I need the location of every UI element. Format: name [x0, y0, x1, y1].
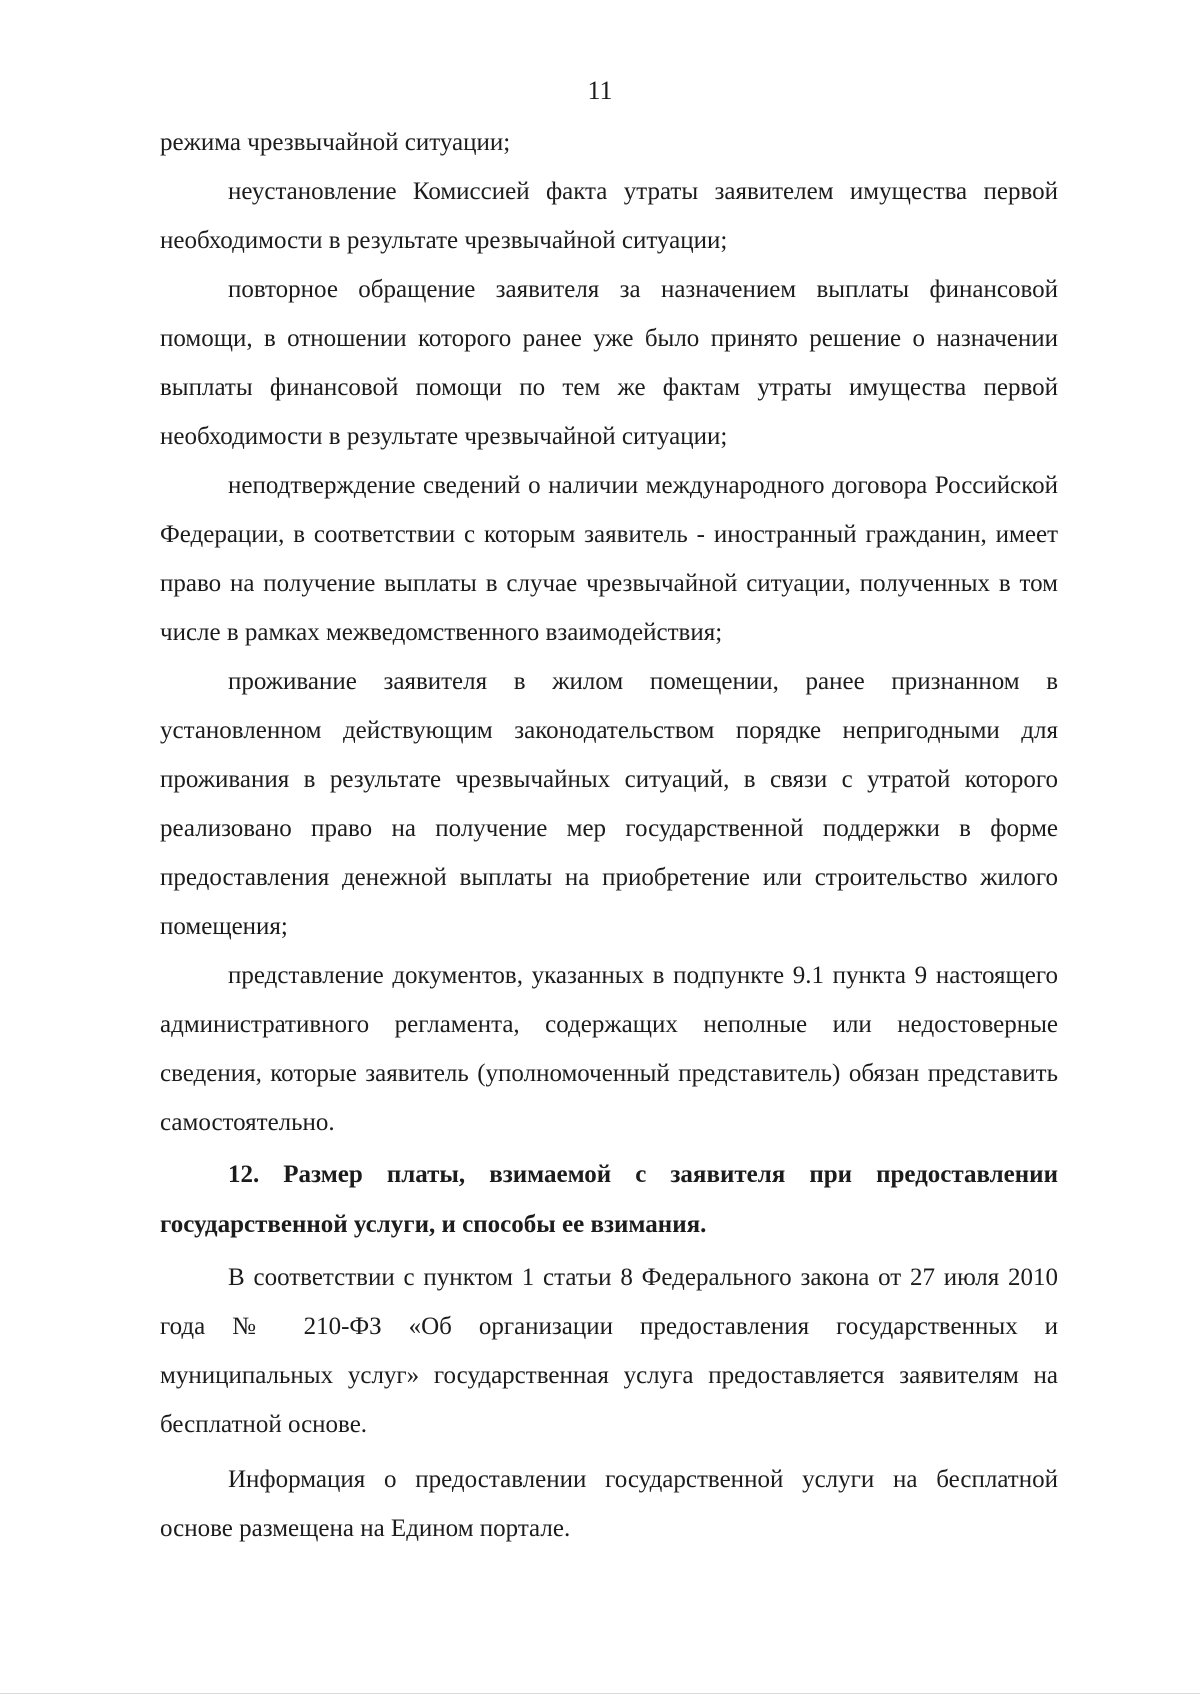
section-paragraph: В соответствии с пунктом 1 статьи 8 Федерального закона от 27 июля 2010 года № 210-ФЗ «Об организации предоставления государственных и муниципальных услуг» государственная услуга предоставляется заявителям на бесплатной основе. [160, 1264, 1058, 1438]
paragraph-refusal-ground: неподтверждение сведений о наличии международного договора Российской Федерации, в соответствии с которым заявитель - иностранный гражданин, имеет право на получение выплаты в случае чрезвычайной ситуации, полученных в том числе в рамках межведомственного взаимодействия; [160, 472, 1058, 646]
scan-edge-line [0, 1693, 1200, 1694]
paragraph-refusal-ground: неустановление Комиссией факта утраты заявителем имущества первой необходимости в результате чрезвычайной ситуации; [160, 178, 1058, 254]
page-number: 11 [587, 76, 613, 105]
document-body [160, 118, 1058, 1553]
section-heading: 12. Размер платы, взимаемой с заявителя при предоставлении государственной услуги, и способы ее взимания. [160, 1161, 1058, 1238]
paragraph-refusal-ground: повторное обращение заявителя за назначением выплаты финансовой помощи, в отношении которого ранее уже было принято решение о назначении выплаты финансовой помощи по тем же фактам утраты имущества первой необходимости в результате чрезвычайной ситуации; [160, 276, 1058, 450]
paragraph-refusal-ground: проживание заявителя в жилом помещении, ранее признанном в установленном действующим законодательством порядке непригодными для проживания в результате чрезвычайных ситуаций, в связи с утратой которого реализовано право на получение мер государственной поддержки в форме предоставления денежной выплаты на приобретение или строительство жилого помещения; [160, 668, 1058, 940]
paragraph-refusal-ground: представление документов, указанных в подпункте 9.1 пункта 9 настоящего административного регламента, содержащих неполные или недостоверные сведения, которые заявитель (уполномоченный представитель) обязан представить самостоятельно. [160, 962, 1058, 1136]
section-paragraph: Информация о предоставлении государственной услуги на бесплатной основе размещена на Едином портале. [160, 1466, 1058, 1542]
paragraph-continuation: режима чрезвычайной ситуации; [160, 129, 511, 156]
